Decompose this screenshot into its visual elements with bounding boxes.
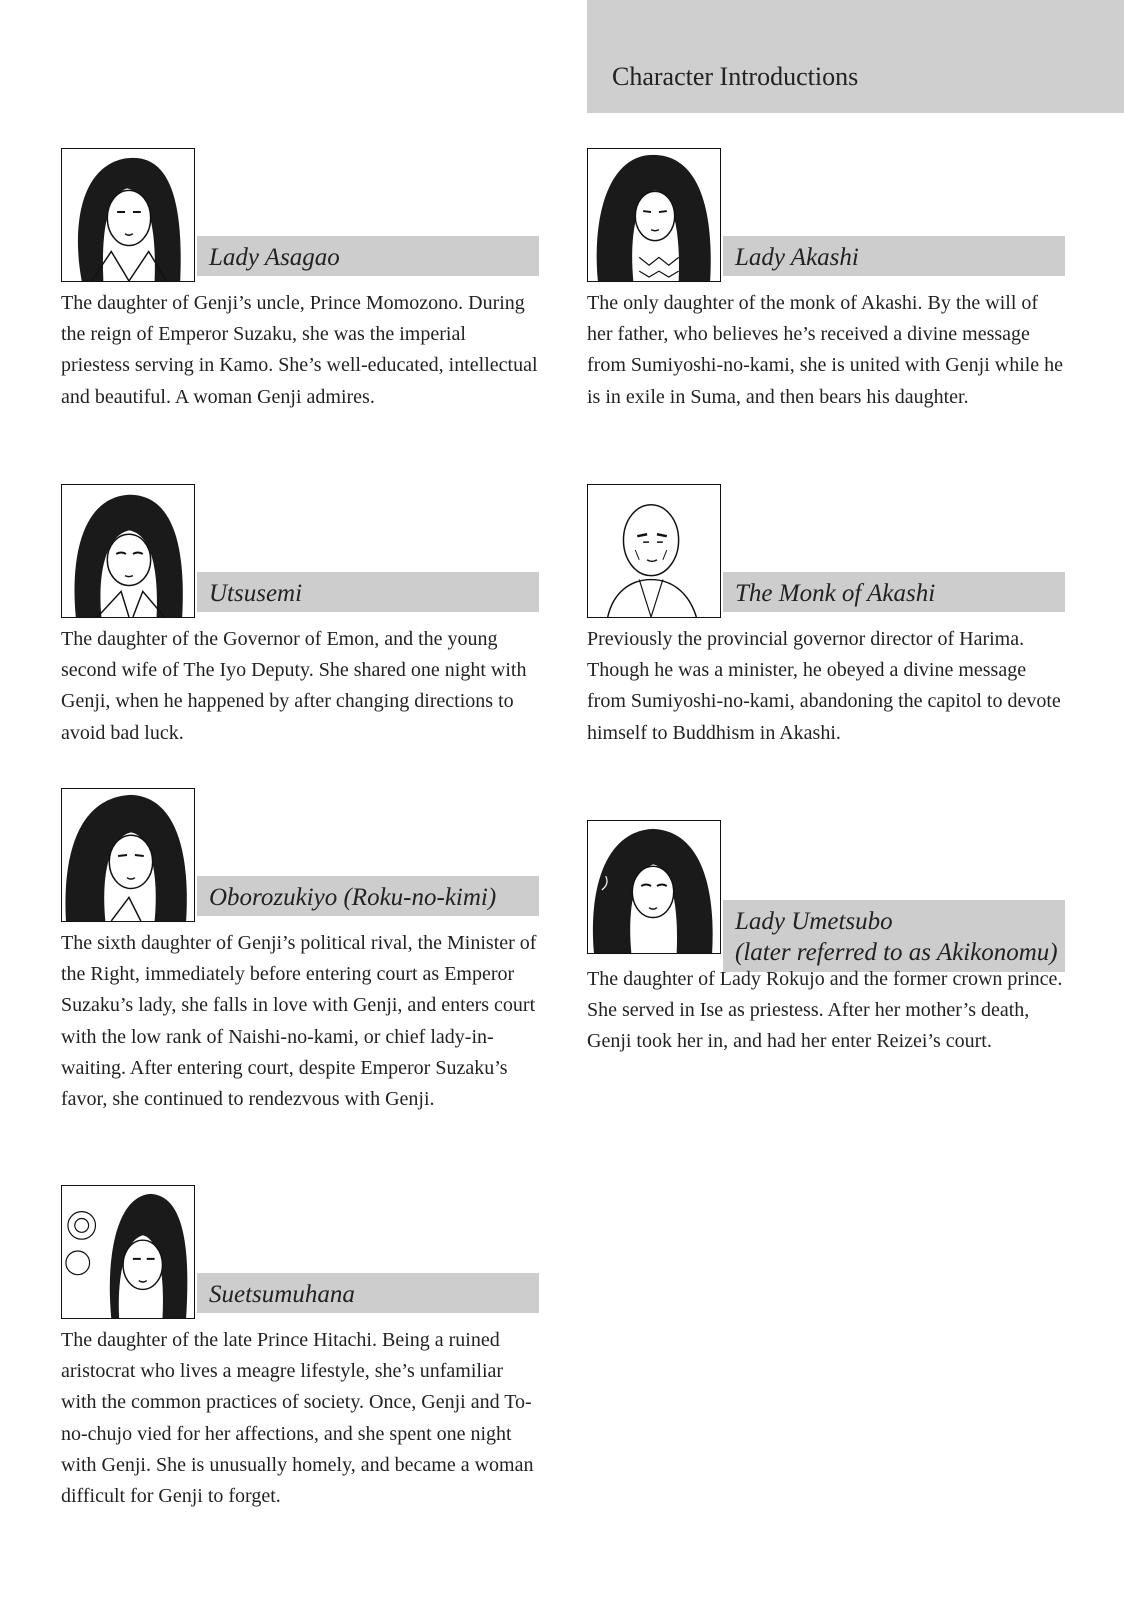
character-description: The daughter of the late Prince Hitachi. Being a ruined aristocrat who lives a meagre lifestyle, she’s unfamiliar with the common practices of society. Once, Genji and To-no-chujo vied for her affections, and she spent one night with Genji. She is unusually homely, and became a woman difficult for Genji to forget. — [61, 1329, 534, 1508]
character-description: The only daughter of the monk of Akashi. By the will of her father, who believes he’s received a divine message from Sumiyoshi-no-kami, she is united with Genji while he is in exile in Suma, and then bears his daughter. — [587, 292, 1064, 408]
monk-of-akashi-portrait-icon — [587, 484, 721, 618]
header-band — [587, 0, 1124, 113]
character-name: The Monk of Akashi — [735, 580, 936, 607]
character-name: Lady Akashi — [735, 244, 859, 271]
character-description: The daughter of Genji’s uncle, Prince Momozono. During the reign of Emperor Suzaku, she was the imperial priestess serving in Kamo. She’s well-educated, intellectual and beautiful. A woman Genji admires. — [61, 292, 538, 408]
name-band — [197, 1273, 539, 1313]
character-name: Suetsumuhana — [209, 1281, 355, 1308]
name-band — [723, 572, 1065, 612]
lady-akashi-portrait-icon — [587, 148, 721, 282]
character-name: Utsusemi — [209, 580, 303, 607]
character-name-line2: (later referred to as Akikonomu) — [735, 939, 1058, 966]
character-description: Previously the provincial governor director of Harima. Though he was a minister, he obeyed a divine message from Sumiyoshi-no-kami, abandoning the capitol to devote himself to Buddhism in Akashi. — [587, 628, 1061, 744]
suetsumuhana-portrait-icon — [61, 1185, 195, 1319]
character-name — [735, 906, 1058, 968]
name-band — [197, 876, 539, 916]
name-band — [723, 236, 1065, 276]
character-name-line1: Lady Umetsubo — [735, 908, 893, 935]
character-name: Lady Asagao — [209, 244, 340, 271]
character-description: The daughter of the Governor of Emon, and the young second wife of The Iyo Deputy. She shared one night with Genji, when he happened by after changing directions to avoid bad luck. — [61, 628, 527, 744]
utsusemi-portrait-icon — [61, 484, 195, 618]
character-description: The daughter of Lady Rokujo and the former crown prince. She served in Ise as priestess. After her mother’s death, Genji took her in, and had her enter Reizei’s court. — [587, 968, 1063, 1053]
lady-asagao-portrait-icon — [61, 148, 195, 282]
page-title: Character Introductions — [612, 62, 859, 91]
character-name: Oborozukiyo (Roku-no-kimi) — [209, 884, 497, 911]
name-band — [197, 572, 539, 612]
lady-umetsubo-portrait-icon — [587, 820, 721, 954]
oborozukiyo-portrait-icon — [61, 788, 195, 922]
name-band — [723, 900, 1065, 972]
character-description: The sixth daughter of Genji’s political rival, the Minister of the Right, immediately before entering court as Emperor Suzaku’s lady, she falls in love with Genji, and enters court with the low rank of Naishi-no-kami, or chief lady-in-waiting. After entering court, despite Emperor Suzaku’s favor, she continued to rendezvous with Genji. — [61, 932, 537, 1111]
name-band — [197, 236, 539, 276]
